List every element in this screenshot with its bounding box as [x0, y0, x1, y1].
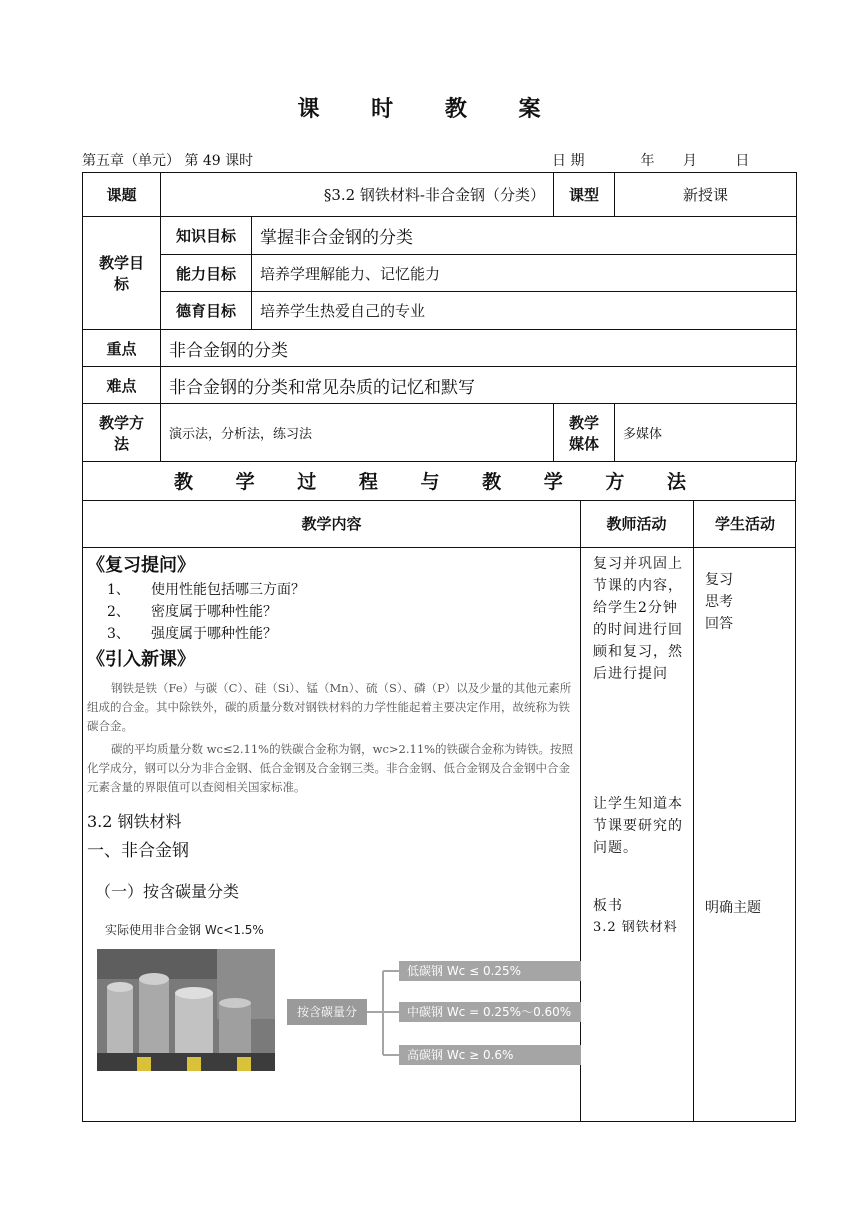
- chapter-info: 第五章（单元） 第 49 课时: [82, 153, 254, 169]
- low-carbon-steel-node: 低碳钢 Wc ≤ 0.25%: [399, 961, 581, 981]
- moral-goal-label: 德育目标: [161, 292, 252, 330]
- date-label: 日 期: [552, 153, 585, 169]
- process-title: 教 学 过 程 与 教 学 方 法: [82, 461, 796, 501]
- review-heading: 《复习提问》: [87, 555, 195, 576]
- header-table: [82, 172, 797, 462]
- key-point: 非合金钢的分类: [161, 330, 797, 367]
- media: 多媒体: [615, 404, 797, 462]
- high-carbon-steel-node: 高碳钢 Wc ≥ 0.6%: [399, 1045, 581, 1065]
- question-2: 2、 密度属于哪种性能？: [107, 604, 277, 620]
- method-label: 教学方法: [83, 404, 161, 462]
- month-label: 月: [682, 153, 697, 169]
- teacher-board-label: 板书: [593, 898, 623, 914]
- topic-label: 课题: [83, 173, 161, 217]
- teacher-activity: [593, 553, 691, 939]
- date-info: [552, 150, 749, 170]
- ability-goal: 培养学理解能力、记忆能力: [252, 255, 797, 292]
- day-label: 日: [735, 153, 750, 169]
- col-teacher-header: 教师活动: [606, 515, 667, 533]
- intro-paragraph-1: 钢铁是铁（Fe）与碳（C）、硅（Si）、锰（Mn）、硫（S）、磷（P）以及少量的其他元素所组成的合金。其中除铁外，碳的质量分数对钢铁材料的力学性能起着主要决定作用，故统称为铁碳合金。: [87, 681, 572, 733]
- student-answer: 回答: [705, 616, 733, 632]
- knowledge-goal: 掌握非合金钢的分类: [252, 217, 797, 255]
- student-clarify: 明确主题: [705, 900, 761, 916]
- teaching-content: [87, 551, 579, 902]
- method: 演示法，分析法，练习法: [161, 404, 554, 462]
- teacher-review-text: 复习并巩固上节课的内容，给学生2分钟的时间进行回顾和复习，然后进行提问: [593, 556, 683, 682]
- student-review: 复习: [705, 572, 733, 588]
- type-value: 新授课: [615, 173, 797, 217]
- difficulty-label: 难点: [83, 367, 161, 404]
- figure-caption: 实际使用非合金钢 Wc<1.5%: [105, 923, 264, 937]
- subsection-title: 一、非合金钢: [87, 841, 189, 861]
- year-label: 年: [640, 153, 655, 169]
- process-table: [82, 500, 796, 1122]
- ability-goal-label: 能力目标: [161, 255, 252, 292]
- knowledge-goal-label: 知识目标: [161, 217, 252, 255]
- student-think: 思考: [705, 594, 733, 610]
- media-label: 教学媒体: [554, 404, 615, 462]
- document-title: 课 时 教 案: [297, 97, 563, 122]
- intro-heading: 《引入新课》: [87, 649, 195, 670]
- teacher-intro-text: 让学生知道本节课要研究的问题。: [593, 796, 683, 856]
- topic-value: §3.2 钢铁材料-非合金钢（分类）: [161, 173, 554, 217]
- classification-node: 按含碳量分: [287, 999, 367, 1025]
- difficulty: 非合金钢的分类和常见杂质的记忆和默写: [161, 367, 797, 404]
- classification-figure: [97, 921, 582, 1071]
- medium-carbon-steel-node: 中碳钢 Wc = 0.25%～0.60%: [399, 1002, 581, 1022]
- key-point-label: 重点: [83, 330, 161, 367]
- intro-paragraph-2: 碳的平均质量分数 wc≤2.11%的铁碳合金称为钢，wc>2.11%的铁碳合金称为铸铁。按照化学成分，钢可以分为非合金钢、低合金钢及合金钢三类。非合金钢、低合金钢及合金钢中合金元素含量的界限值可以查阅相关国家标准。: [87, 742, 574, 794]
- moral-goal: 培养学生热爱自己的专业: [252, 292, 797, 330]
- goals-label: 教学目标: [83, 217, 161, 330]
- question-1: 1、 使用性能包括哪三方面？: [107, 582, 305, 598]
- teacher-board-text: 3.2 钢铁材料: [593, 920, 678, 935]
- col-content-header: 教学内容: [301, 515, 362, 533]
- subsubsection-title: （一）按含碳量分类: [95, 882, 240, 901]
- question-3: 3、 强度属于哪种性能？: [107, 626, 277, 642]
- type-label: 课型: [554, 173, 615, 217]
- section-title: 3.2 钢铁材料: [87, 812, 182, 831]
- col-student-header: 学生活动: [714, 515, 775, 533]
